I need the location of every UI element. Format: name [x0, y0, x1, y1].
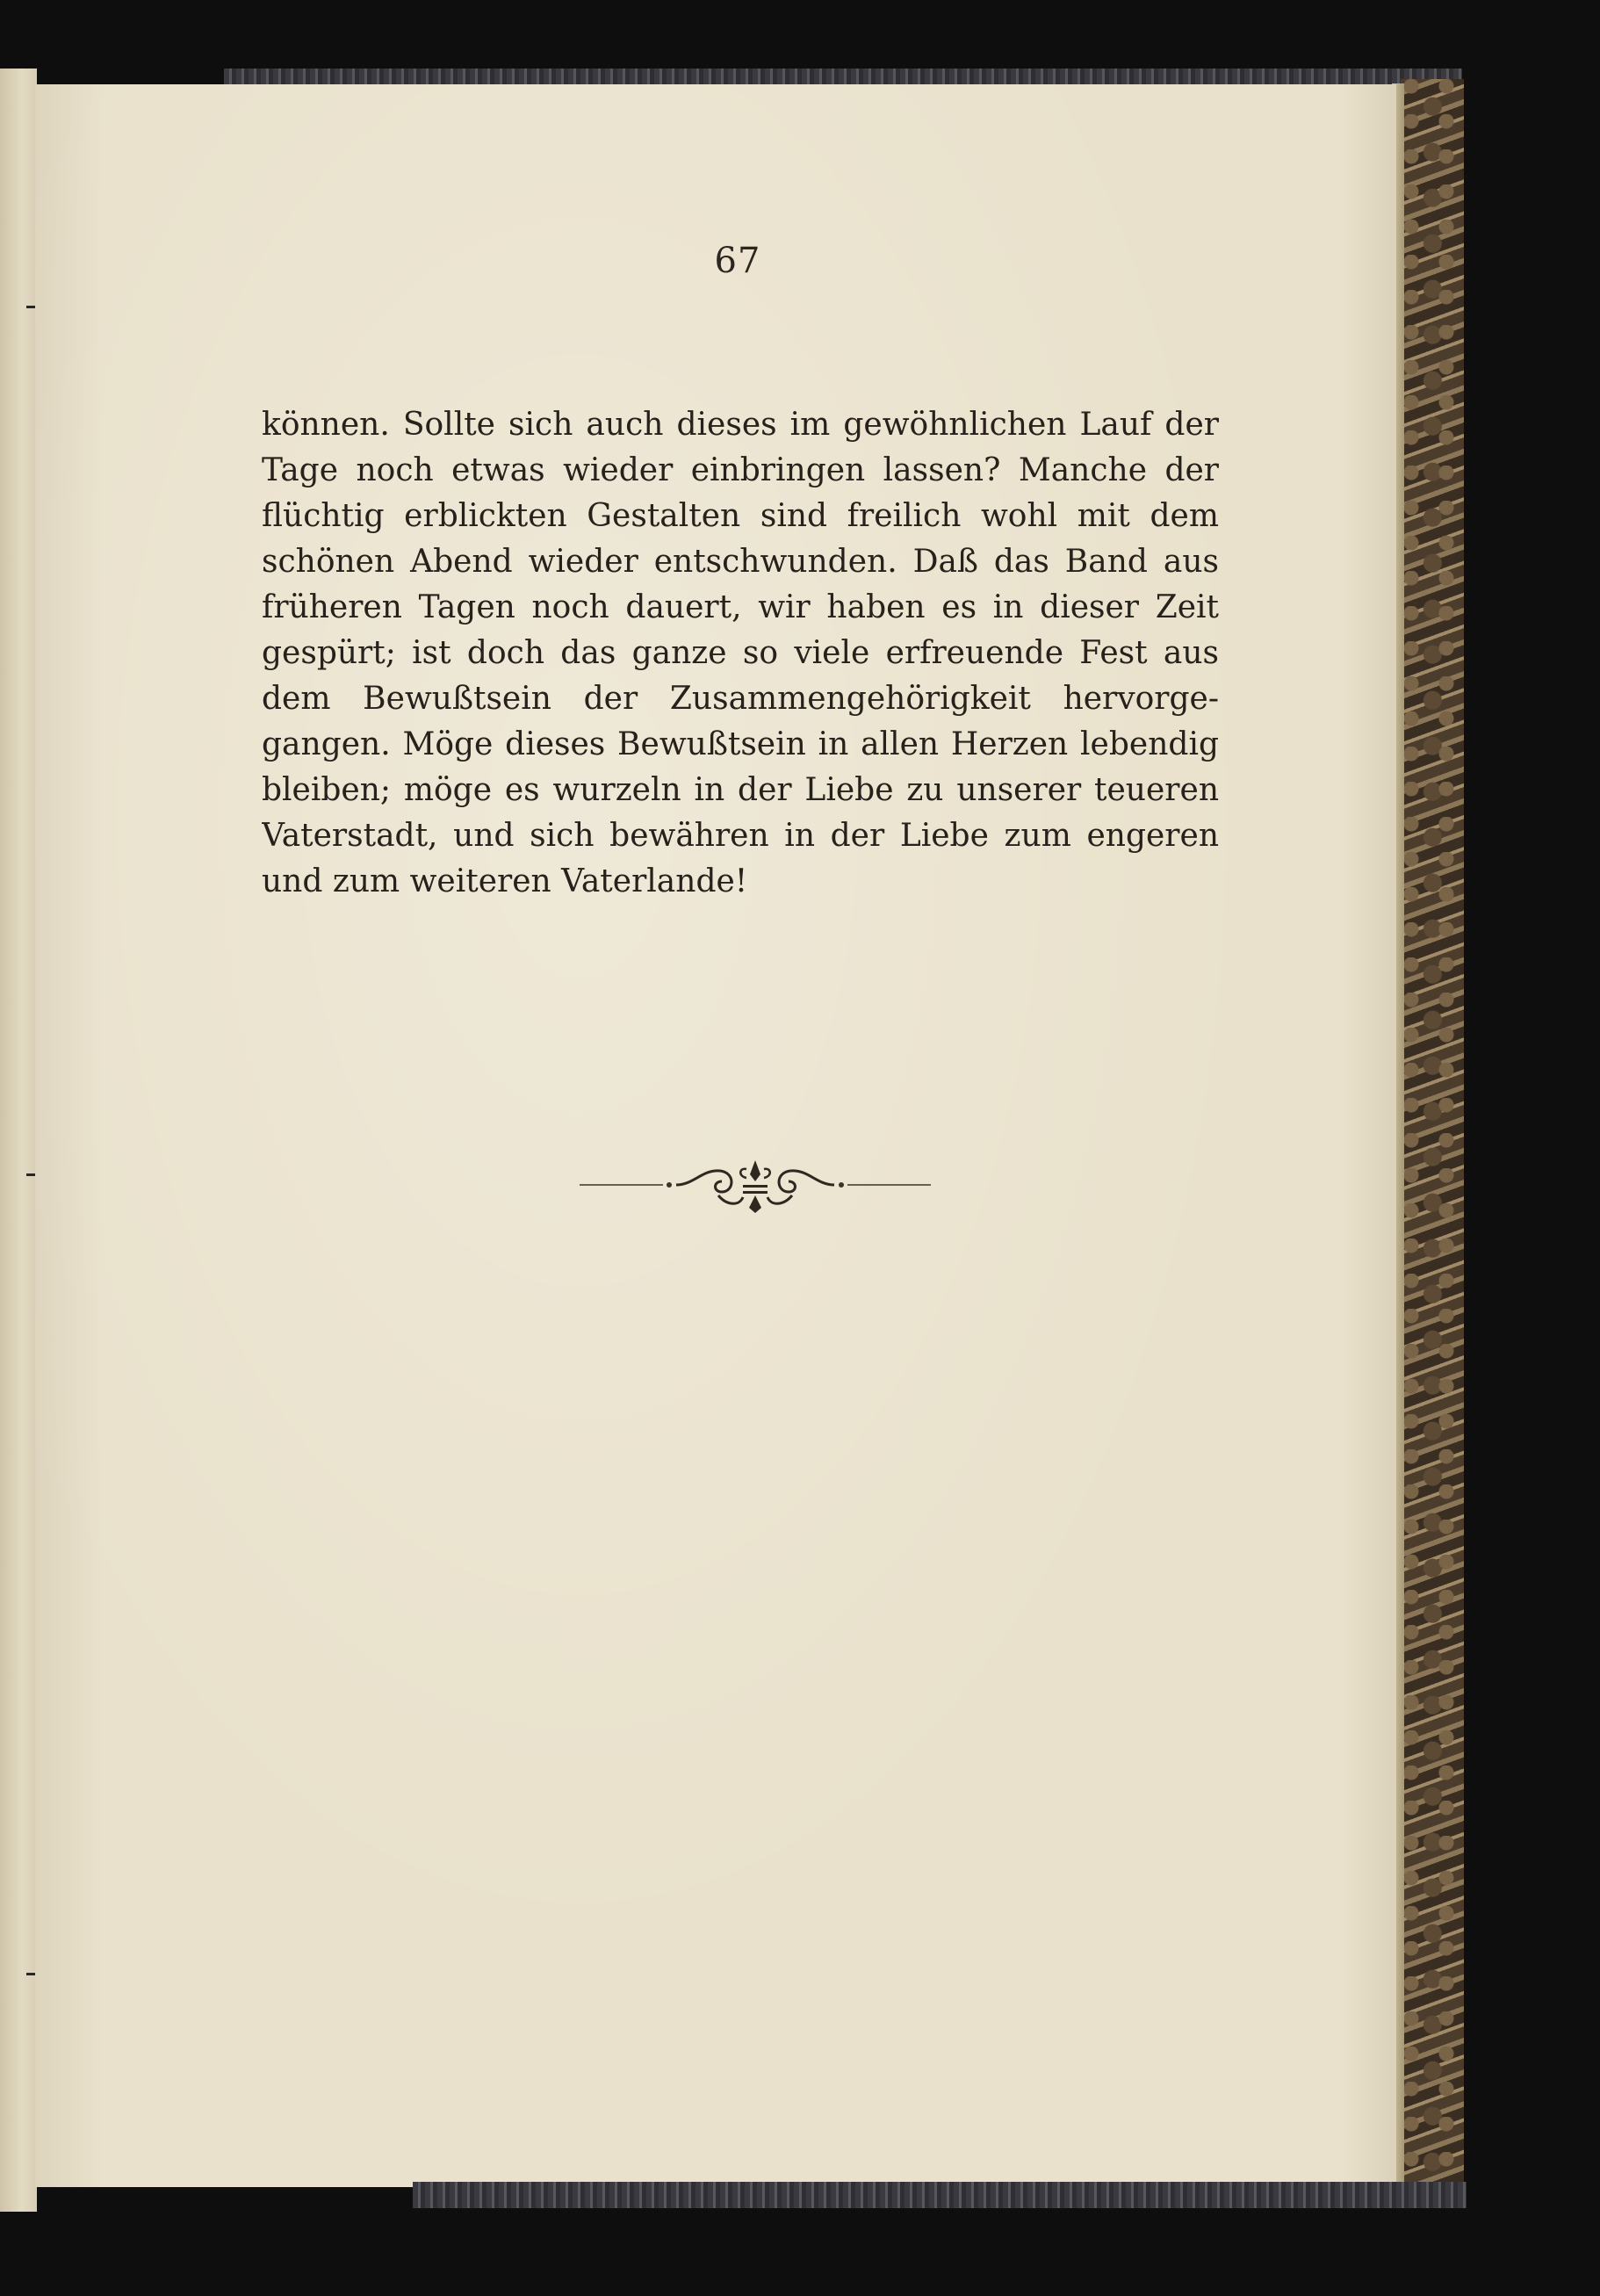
margin-mark — [26, 306, 35, 308]
text-line: gespürt; ist doch das ganze so viele erfreuende Fest aus — [262, 635, 1219, 671]
marbled-cover-board — [1401, 79, 1464, 2205]
margin-mark — [26, 1973, 35, 1975]
text-line: früheren Tagen noch dauert, wir haben es in dieser Zeit — [262, 589, 1219, 625]
margin-mark — [26, 1173, 35, 1176]
fleuron-ornament-icon — [580, 1152, 931, 1217]
text-line: Tage noch etwas wieder einbringen lassen? Manche der — [262, 452, 1219, 488]
text-line: flüchtig erblickten Gestalten sind freilich wohl mit dem — [262, 498, 1219, 534]
text-line: gangen. Möge dieses Bewußtsein in allen Herzen lebendig — [262, 726, 1219, 762]
text-line: dem Bewußtsein der Zusammengehörigkeit hervorge- — [262, 681, 1219, 717]
text-line: bleiben; möge es wurzeln in der Liebe zu unserer teueren — [262, 772, 1219, 808]
cloth-binding-bottom — [413, 2182, 1467, 2208]
facing-page-edge — [0, 69, 37, 2212]
body-text — [262, 402, 1219, 905]
text-line: Vaterstadt, und sich bewähren in der Liebe zum engeren — [262, 818, 1219, 854]
text-line: schönen Abend wieder entschwunden. Daß das Band aus — [262, 544, 1219, 580]
book-page — [35, 84, 1396, 2187]
text-line: und zum weiteren Vaterlande! — [262, 863, 748, 899]
page-number: 67 — [714, 241, 761, 281]
text-line: können. Sollte sich auch dieses im gewöhnlichen Lauf der — [262, 407, 1219, 443]
